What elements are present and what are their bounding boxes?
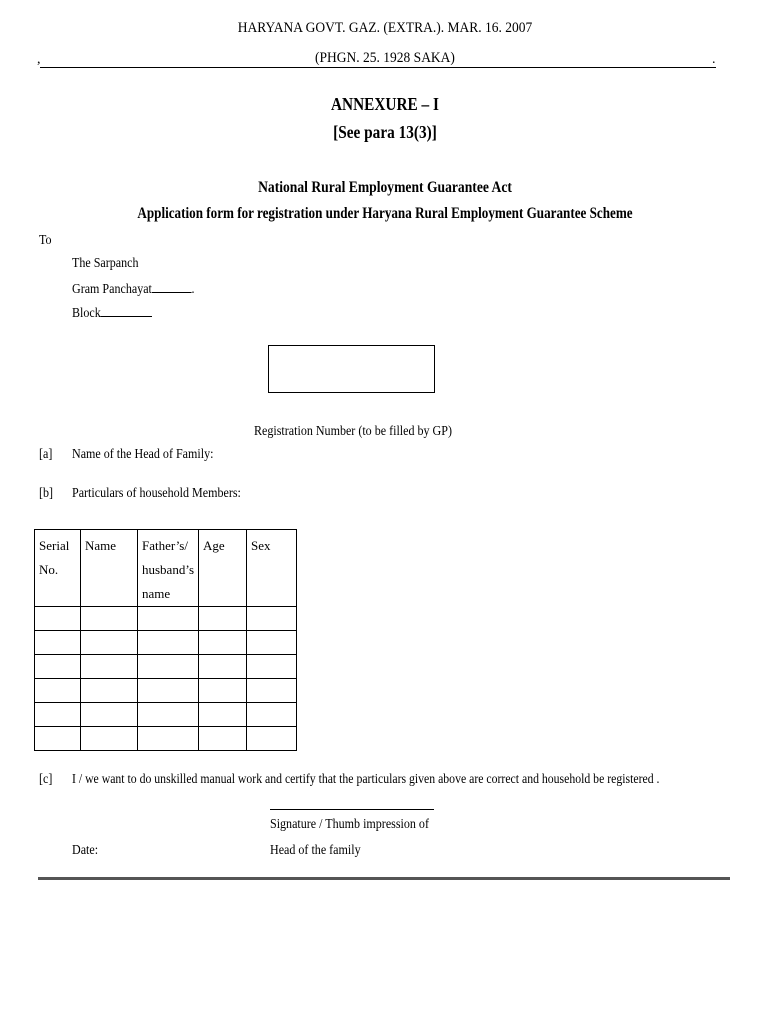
gram-panchayat-label: Gram Panchayat bbox=[72, 282, 152, 297]
table-cell[interactable] bbox=[199, 655, 247, 679]
table-cell[interactable] bbox=[81, 727, 138, 751]
signature-line[interactable] bbox=[270, 809, 434, 810]
table-cell[interactable] bbox=[138, 679, 199, 703]
addressee-to: To bbox=[39, 233, 52, 248]
table-row bbox=[35, 703, 297, 727]
annexure-title: ANNEXURE – I bbox=[331, 94, 439, 114]
table-row bbox=[35, 679, 297, 703]
table-row bbox=[35, 655, 297, 679]
table-cell[interactable] bbox=[247, 631, 297, 655]
header-father-husband-name: Father’s/ husband’s name bbox=[138, 530, 199, 607]
date-label: Date: bbox=[72, 843, 99, 858]
act-title: National Rural Employment Guarantee Act bbox=[258, 179, 512, 196]
table-cell[interactable] bbox=[81, 679, 138, 703]
table-cell[interactable] bbox=[81, 703, 138, 727]
table-cell[interactable] bbox=[138, 631, 199, 655]
table-row bbox=[35, 727, 297, 751]
item-c-marker: [c] bbox=[39, 772, 53, 787]
signature-sublabel: Head of the family bbox=[270, 843, 361, 858]
header-rule bbox=[40, 67, 716, 68]
header-mark-left: , bbox=[37, 52, 41, 67]
bottom-rule bbox=[38, 877, 730, 880]
table-cell[interactable] bbox=[81, 607, 138, 631]
table-cell[interactable] bbox=[138, 727, 199, 751]
table-cell[interactable] bbox=[35, 703, 81, 727]
gram-panchayat-tail: . bbox=[191, 282, 195, 297]
gazette-subheader: (PHGN. 25. 1928 SAKA) bbox=[315, 50, 455, 66]
table-header-row bbox=[35, 530, 297, 607]
table-cell[interactable] bbox=[35, 679, 81, 703]
table-cell[interactable] bbox=[199, 631, 247, 655]
addressee-sarpanch: The Sarpanch bbox=[72, 256, 139, 271]
table-row bbox=[35, 631, 297, 655]
form-title: Application form for registration under Haryana Rural Employment Guarantee Scheme bbox=[137, 205, 633, 222]
header-sex: Sex bbox=[247, 530, 297, 607]
household-members-label: Particulars of household Members: bbox=[72, 486, 241, 501]
table-cell[interactable] bbox=[81, 631, 138, 655]
table-cell[interactable] bbox=[199, 703, 247, 727]
table-cell[interactable] bbox=[35, 727, 81, 751]
item-b-marker: [b] bbox=[39, 486, 54, 501]
block-blank[interactable] bbox=[101, 304, 153, 317]
addressee-block bbox=[72, 304, 152, 322]
table-cell[interactable] bbox=[247, 655, 297, 679]
table-cell[interactable] bbox=[138, 607, 199, 631]
table-cell[interactable] bbox=[247, 703, 297, 727]
registration-number-label: Registration Number (to be filled by GP) bbox=[254, 424, 452, 439]
header-name: Name bbox=[81, 530, 138, 607]
table-cell[interactable] bbox=[35, 607, 81, 631]
addressee-gram-panchayat bbox=[72, 280, 194, 298]
table-cell[interactable] bbox=[81, 655, 138, 679]
annexure-reference: [See para 13(3)] bbox=[333, 122, 437, 142]
registration-number-box[interactable] bbox=[268, 345, 435, 393]
item-a-marker: [a] bbox=[39, 447, 53, 462]
table-cell[interactable] bbox=[35, 631, 81, 655]
table-cell[interactable] bbox=[138, 655, 199, 679]
table-cell[interactable] bbox=[199, 679, 247, 703]
block-label: Block bbox=[72, 306, 101, 321]
table-cell[interactable] bbox=[247, 607, 297, 631]
table-cell[interactable] bbox=[247, 727, 297, 751]
table-cell[interactable] bbox=[35, 655, 81, 679]
header-age: Age bbox=[199, 530, 247, 607]
declaration-text: I / we want to do unskilled manual work and certify that the particulars given above are correct and household be registered . bbox=[72, 772, 660, 787]
header-serial-no: Serial No. bbox=[35, 530, 81, 607]
table-row bbox=[35, 607, 297, 631]
head-of-family-label: Name of the Head of Family: bbox=[72, 447, 214, 462]
header-mark-right: . bbox=[712, 52, 716, 67]
table-cell[interactable] bbox=[138, 703, 199, 727]
signature-label: Signature / Thumb impression of bbox=[270, 817, 429, 832]
gram-panchayat-blank[interactable] bbox=[152, 280, 192, 293]
gazette-header: HARYANA GOVT. GAZ. (EXTRA.). MAR. 16. 2007 bbox=[237, 20, 533, 36]
household-members-table bbox=[34, 529, 297, 751]
table-cell[interactable] bbox=[199, 727, 247, 751]
table-cell[interactable] bbox=[247, 679, 297, 703]
table-cell[interactable] bbox=[199, 607, 247, 631]
